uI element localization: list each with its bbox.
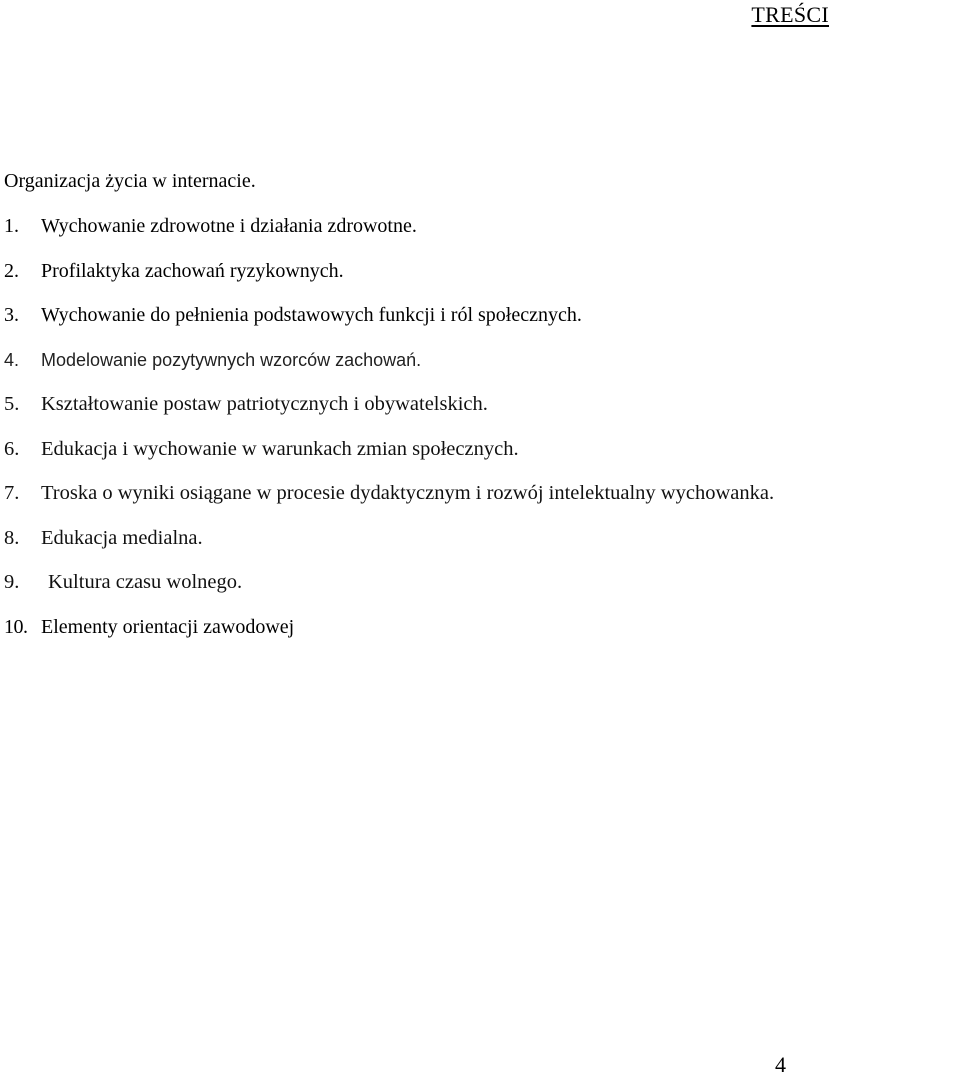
toc-item (4, 525, 774, 570)
page-title: TREŚCI (751, 2, 829, 27)
table-of-contents (4, 213, 774, 658)
page-number: 4 (775, 1052, 786, 1077)
toc-item-text: Elementy orientacji zawodowej (41, 615, 295, 638)
toc-item (4, 302, 774, 347)
toc-item-number: 5. (4, 393, 20, 415)
toc-item-text: Wychowanie do pełnienia podstawowych funkcji i ról społecznych. (41, 304, 582, 326)
toc-item (4, 436, 774, 481)
toc-item-number: 4. (4, 349, 20, 370)
toc-item-number: 9. (4, 571, 20, 593)
toc-item-text: Kształtowanie postaw patriotycznych i obywatelskich. (41, 393, 488, 415)
toc-item (4, 258, 774, 303)
toc-item-number: 1. (4, 215, 19, 237)
toc-item-number: 7. (4, 482, 20, 504)
toc-item (4, 391, 774, 436)
toc-item-text: Edukacja medialna. (41, 526, 203, 549)
toc-item-number: 8. (4, 526, 20, 549)
toc-item-text: Profilaktyka zachowań ryzykownych. (41, 259, 344, 282)
toc-item-text: Kultura czasu wolnego. (48, 571, 243, 593)
toc-item-text: Modelowanie pozytywnych wzorców zachowań. (41, 349, 422, 370)
toc-item (4, 480, 774, 525)
toc-item-text: Troska o wyniki osiągane w procesie dydaktycznym i rozwój intelektualny wychowanka. (41, 482, 775, 504)
toc-item-text: Edukacja i wychowanie w warunkach zmian społecznych. (41, 437, 519, 460)
toc-item (4, 614, 774, 659)
toc-item-number: 10. (4, 615, 28, 638)
toc-item (4, 569, 774, 614)
toc-item-number: 3. (4, 304, 19, 326)
toc-item (4, 213, 774, 258)
toc-item-text: Wychowanie zdrowotne i działania zdrowotne. (41, 215, 417, 237)
toc-item (4, 347, 774, 392)
intro-line: Organizacja życia w internacie. (4, 170, 256, 192)
toc-item-number: 6. (4, 437, 20, 460)
toc-item-number: 2. (4, 259, 19, 282)
